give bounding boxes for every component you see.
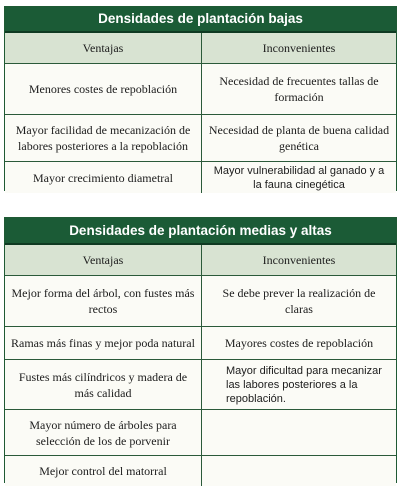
table-row <box>5 64 396 115</box>
table-row <box>5 410 396 456</box>
inconveniente-cell: Mayores costes de repoblación <box>224 336 374 350</box>
table-row <box>5 360 396 410</box>
table-row <box>5 327 396 360</box>
ventaja-cell: Fustes más cilíndricos y madera de más calidad <box>5 360 202 409</box>
header-ventajas: Ventajas <box>5 33 202 63</box>
table-high-title: Densidades de plantación medias y altas <box>5 218 396 245</box>
header-inconvenientes: Inconvenientes <box>262 253 336 267</box>
ventaja-cell: Mayor crecimiento diametral <box>5 162 202 193</box>
inconveniente-cell: Necesidad de planta de buena calidad genética <box>208 123 390 153</box>
table-high-density <box>4 217 397 483</box>
inconveniente-cell <box>202 410 396 455</box>
table-row <box>5 456 396 486</box>
table-low-density <box>4 6 397 191</box>
ventaja-cell: Menores costes de repoblación <box>5 64 202 114</box>
header-inconvenientes: Inconvenientes <box>262 41 336 55</box>
inconveniente-cell: Mayor dificultad para mecanizar las labores posteriores a la repoblación. <box>226 365 382 405</box>
ventaja-cell: Mejor control del matorral <box>5 456 202 486</box>
ventaja-cell: Mejor forma del árbol, con fustes más rectos <box>5 276 202 326</box>
table-high-header-row <box>5 245 396 276</box>
ventaja-cell: Mayor facilidad de mecanización de labores posteriores a la repoblación <box>5 115 202 161</box>
table-low-header-row <box>5 33 396 64</box>
ventaja-cell: Ramas más finas y mejor poda natural <box>5 327 202 359</box>
table-row <box>5 162 396 193</box>
inconveniente-cell: Mayor vulnerabilidad al ganado y a la fauna cinegética <box>213 164 385 191</box>
table-row <box>5 115 396 162</box>
ventaja-cell: Mayor número de árboles para selección de los de porvenir <box>5 410 202 455</box>
inconveniente-cell: Se debe prever la realización de claras <box>222 286 376 316</box>
inconveniente-cell <box>202 456 396 486</box>
table-row <box>5 276 396 327</box>
header-ventajas: Ventajas <box>5 245 202 275</box>
table-low-title: Densidades de plantación bajas <box>5 7 396 33</box>
inconveniente-cell: Necesidad de frecuentes tallas de formación <box>219 74 379 104</box>
